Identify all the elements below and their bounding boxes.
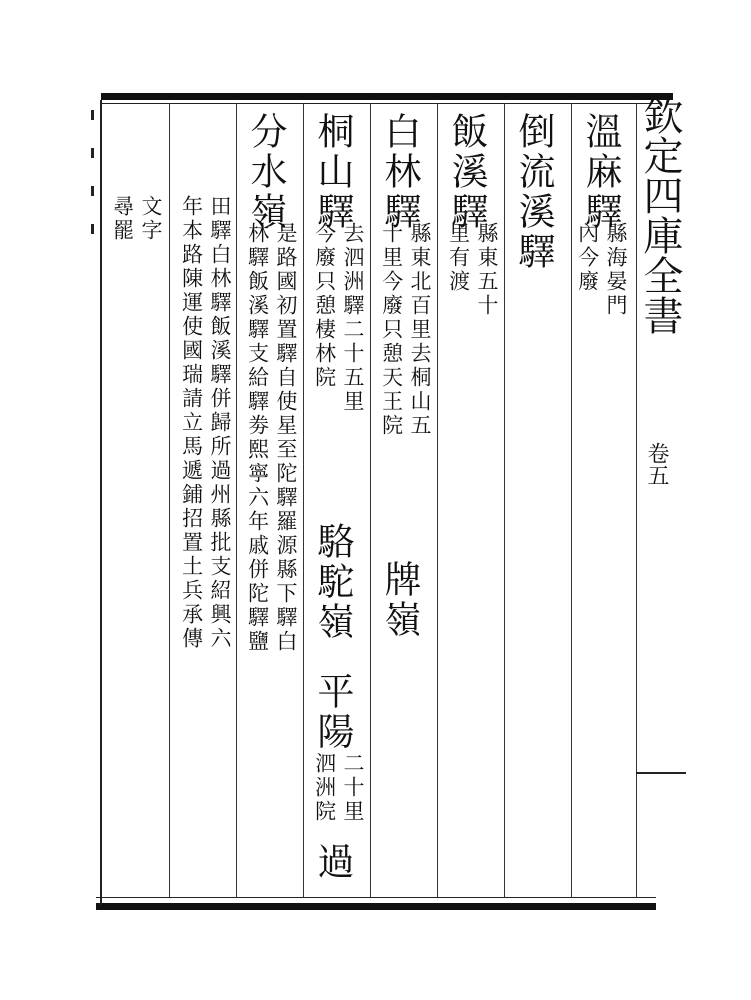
volume-number: 卷五 [644,442,669,486]
page-frame-inner-top-rule [101,103,661,104]
binding-marks [88,110,98,250]
column-rule [370,103,371,898]
note-right-line: 去泗洲驛二十五里 [341,222,365,414]
entry-heading: 桐山驛 [311,112,354,232]
note-left-line: 里有渡 [446,222,471,294]
entry-note [379,222,434,562]
note-right-line: 田驛白林驛飯溪驛併歸所過州縣批支紹興六 [208,195,232,651]
margin-fish-tail-mark [636,772,686,774]
note-left-line: 內今廢 [575,222,600,294]
note-right-line: 縣東五十 [475,222,499,318]
entry-heading: 溫麻驛 [579,112,622,232]
page-frame-inner-bottom-rule [96,897,656,898]
note-left-line: 泗洲院 [312,752,337,824]
entry-note [575,222,630,382]
note-left-line: 今廢只憩棲林院 [312,222,337,390]
page-frame-left-rule [100,100,102,905]
note-left-line: 林驛飯溪驛支給驛劵熙寧六年戚併陀驛鹽 [245,222,270,654]
entry-note [312,222,367,522]
page-frame-top-rule [101,93,673,100]
entry-note-end [110,195,165,275]
entry-tail-heading: 駱駝嶺 [311,522,354,642]
note-left-line: 年本路陳運使國瑞請立馬遞鋪招置土兵承傳 [179,195,204,651]
entry-heading: 白林驛 [378,112,421,232]
entry-heading: 飯溪驛 [445,112,488,232]
note-left-line: 尋罷 [110,195,135,243]
column-rule [571,103,572,898]
entry-heading: 分水嶺 [244,112,287,232]
note-right-line: 二十里 [341,752,365,824]
note-right-line: 縣東北百里去桐山五 [408,222,432,438]
entry-note-continued [176,195,234,895]
column-rule [169,103,170,898]
entry-heading: 倒流溪驛 [512,112,555,272]
column-rule [236,103,237,898]
page-frame-bottom-rule [96,903,656,910]
note-right-line: 文字 [139,195,163,243]
entry-note [312,752,367,842]
column-rule [504,103,505,898]
note-right-line: 縣海晏門 [604,222,628,318]
entry-tail-heading: 平陽 [311,672,354,752]
entry-tail-heading: 牌嶺 [378,560,421,640]
note-left-line: 十里今廢只憩天王院 [379,222,404,438]
entry-tail-heading: 過 [311,842,354,882]
column-rule [437,103,438,898]
entry-note [446,222,501,382]
book-title: 欽定四庫全書 [637,95,683,335]
entry-note [245,222,300,892]
column-rule [303,103,304,898]
note-right-line: 是路國初置驛自使星至陀驛羅源縣下驛白 [274,222,298,654]
